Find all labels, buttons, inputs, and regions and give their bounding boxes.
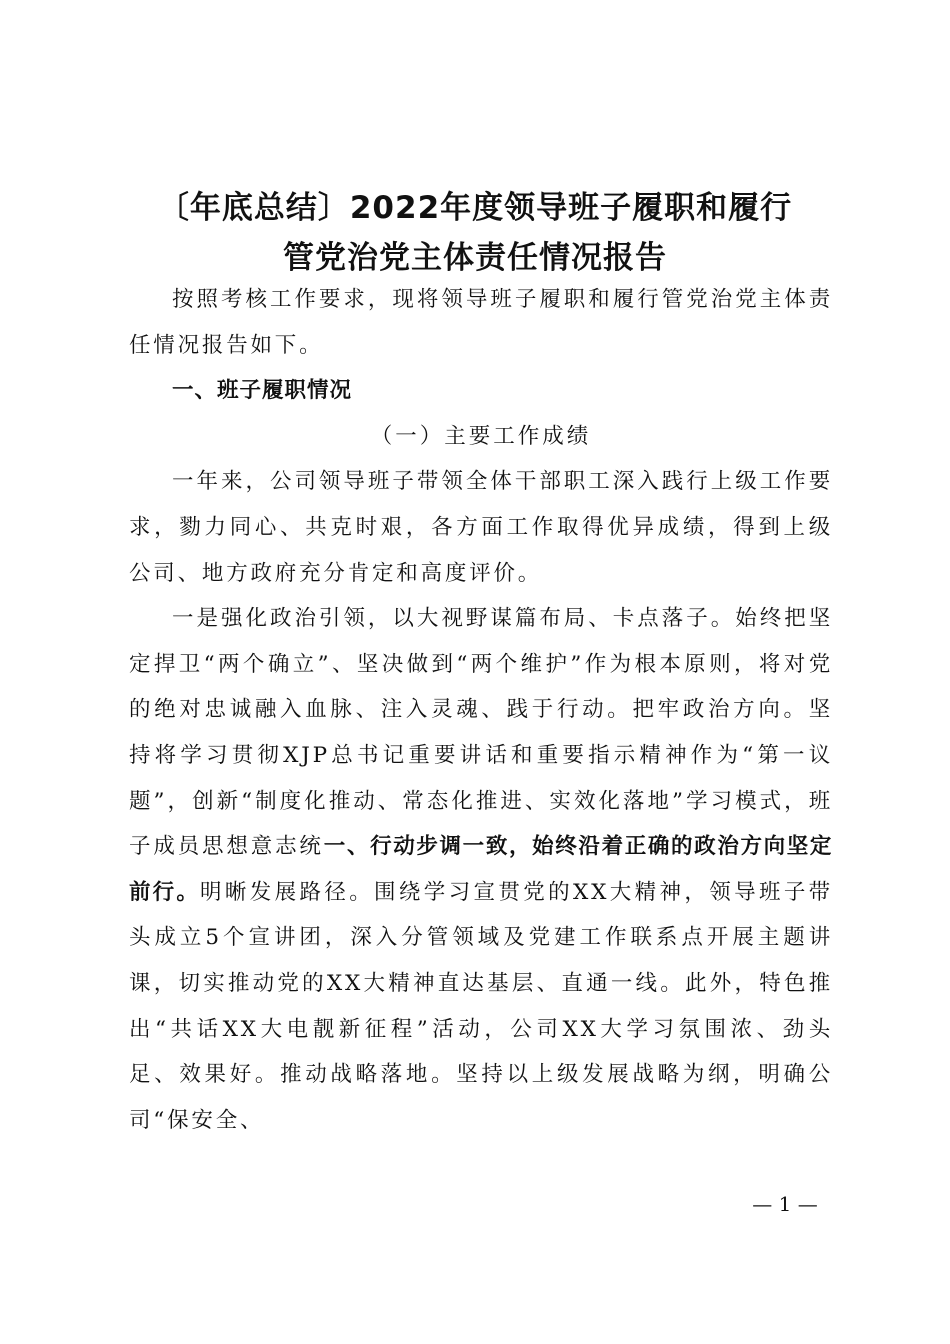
paragraph-2-text-a: 一是强化政治引领，以大视野谋篇布局、卡点落子。始终把坚定捍卫“两个确立”、坚决做到“两个维护”作为根本原则，将对党的绝对忠诚融入血脉、注入灵魂、践于行动。把牢政治方向。坚持将学习贯彻XJP总书记重要讲话和重要指示精神作为“第一议题”，创新“制度化推动、常态化推进、实效化落地”学习模式，班子成员思想意志统 — [129, 606, 833, 860]
subsection-heading: （一）主要工作成绩 — [370, 423, 592, 449]
paragraph-2-bold-text: 一、行动步调一致，始终沿着正确的政治方向坚定前行。 — [129, 834, 834, 905]
paragraph-2-text-b: 明晰发展路径。围绕学习宣贯党的XX大精神，领导班子带头成立5个宣讲团，深入分管领域及党建工作联系点开展主题讲课，切实推动党的XX大精神直达基层、直通一线。此外，特色推出“共话XX大电靓新征程”活动，公司XX大学习氛围浓、劲头足、效果好。推动战略落地。坚持以上级发展战略为纲，明确公司“保安全、 — [129, 879, 833, 1133]
document-title — [110, 183, 840, 283]
paragraph-2 — [129, 596, 833, 1143]
section-heading: 一、班子履职情况 — [172, 378, 353, 404]
paragraph-1: 一年来，公司领导班子带领全体干部职工深入践行上级工作要求，勠力同心、共克时艰，各方面工作取得优异成绩，得到上级公司、地方政府充分肯定和高度评价。 — [129, 469, 833, 586]
intro-paragraph: 按照考核工作要求，现将领导班子履职和履行管党治党主体责任情况报告如下。 — [129, 287, 833, 358]
page-number: — 1 — — [752, 1192, 818, 1216]
title-line-1: 〔年底总结〕2022年度领导班子履职和履行 — [157, 190, 793, 226]
title-line-2: 管党治党主体责任情况报告 — [283, 240, 667, 276]
document-body — [129, 277, 833, 1143]
